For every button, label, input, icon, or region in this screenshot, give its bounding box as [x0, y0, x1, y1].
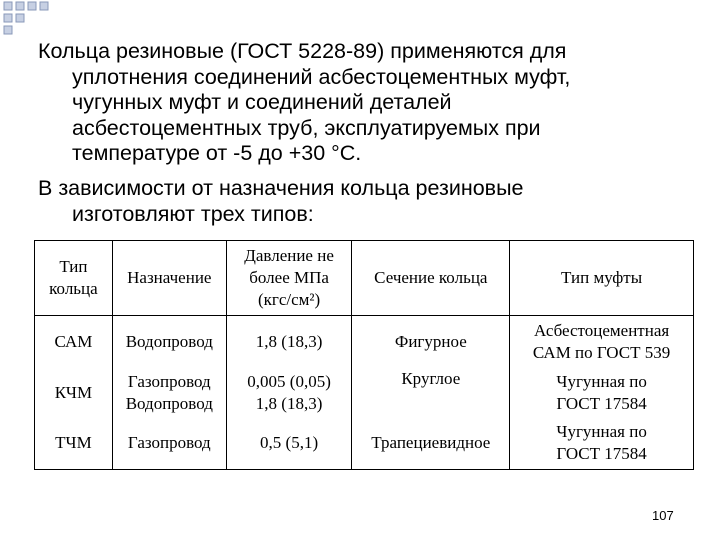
paragraph-line: В зависимости от назначения кольца резиновые [38, 176, 524, 200]
cell-pressure: 0,005 (0,05) 1,8 (18,3) [226, 368, 352, 418]
page-number: 107 [652, 508, 674, 523]
paragraph-line: Кольца резиновые (ГОСТ 5228-89) применяются для [38, 39, 567, 63]
header-coupling-type: Тип муфты [510, 241, 694, 316]
paragraph-line: изготовляют трех типов: [72, 201, 314, 226]
paragraph-line: температуре от -5 до +30 °С. [72, 141, 362, 165]
cell-type: КЧМ [35, 368, 113, 418]
cell-pressure: 1,8 (18,3) [226, 316, 352, 368]
paragraph-line: чугунных муфт и соединений деталей [72, 90, 452, 114]
header-ring-type: Тип кольца [35, 241, 113, 316]
cell-coupling: Асбестоцементная САМ по ГОСТ 539 [510, 316, 694, 368]
cell-section: Трапециевидное [352, 418, 510, 470]
table-row [35, 368, 694, 418]
table-header-row [35, 241, 694, 316]
table-row [35, 316, 694, 368]
cell-purpose: Газопровод [112, 418, 226, 470]
cell-type: САМ [35, 316, 113, 368]
types-paragraph [38, 176, 698, 227]
cell-section: Фигурное [352, 316, 510, 368]
paragraph-line: асбестоцементных труб, эксплуатируемых при [72, 115, 541, 140]
paragraph-line: уплотнения соединений асбестоцементных муфт, [72, 64, 571, 89]
ring-types-table [34, 240, 694, 470]
corner-squares-decoration [0, 0, 60, 40]
cell-purpose: Водопровод [112, 316, 226, 368]
header-section: Сечение кольца [352, 241, 510, 316]
cell-pressure: 0,5 (5,1) [226, 418, 352, 470]
cell-coupling: Чугунная по ГОСТ 17584 [510, 418, 694, 470]
header-pressure: Давление не более МПа (кгс/см²) [226, 241, 352, 316]
table-row [35, 418, 694, 470]
intro-paragraph [38, 39, 698, 167]
cell-coupling: Чугунная по ГОСТ 17584 [510, 368, 694, 418]
cell-section: Круглое [352, 368, 510, 418]
cell-type: ТЧМ [35, 418, 113, 470]
header-purpose: Назначение [112, 241, 226, 316]
cell-purpose: Газопровод Водопровод [112, 368, 226, 418]
